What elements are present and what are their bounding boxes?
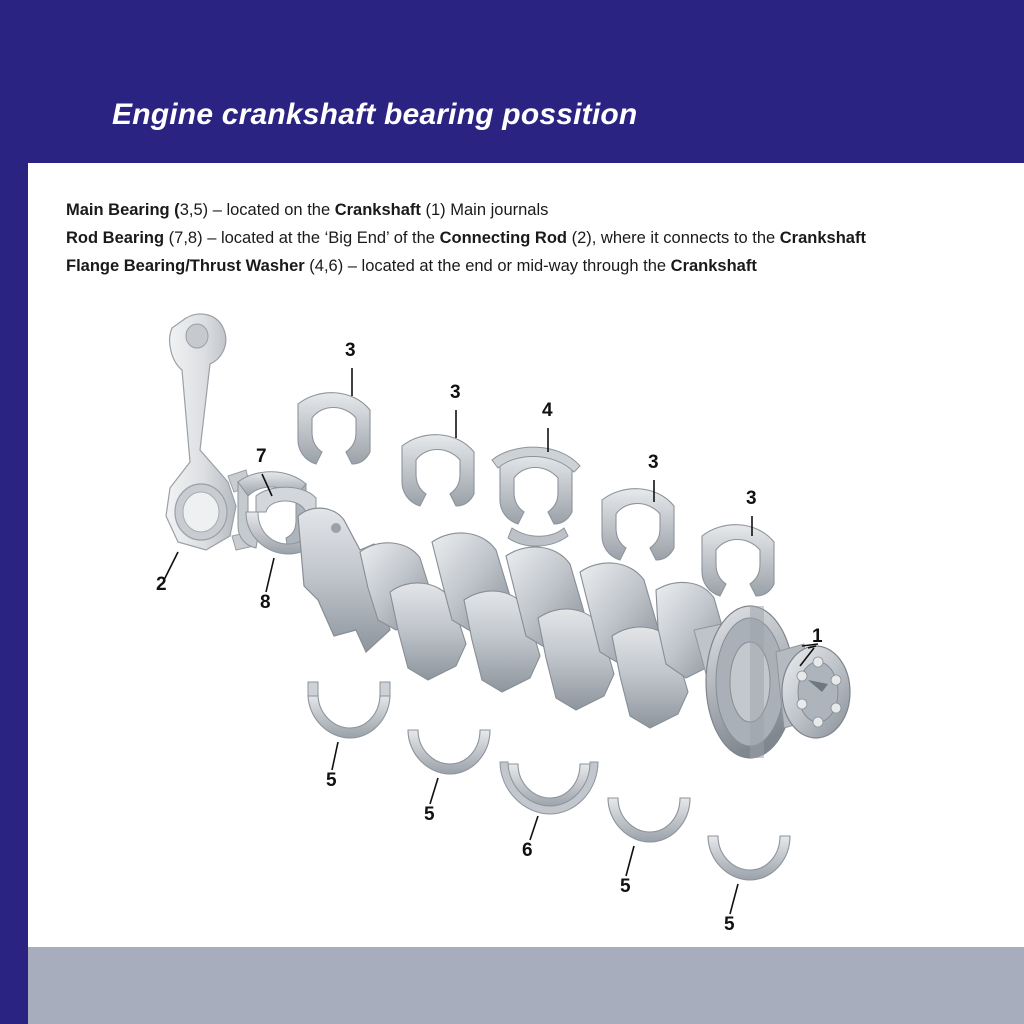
desc-3-part-1: Flange Bearing/Thrust Washer [66,257,305,275]
footer-left-rail [0,947,28,1024]
callout-6: 6 [522,840,533,861]
desc-1-part-4: (1) Main journals [420,201,549,219]
callout-4: 4 [542,400,553,421]
callout-3d: 3 [746,488,757,509]
crankshaft-diagram [60,300,980,940]
desc-3-part-2: (4,6) – located at the end or mid-way through the [304,257,671,275]
description-line-1 [66,196,996,224]
footer-band [0,947,1024,1024]
desc-2-part-3: Connecting Rod [439,229,567,247]
desc-2-part-5: Crankshaft [779,229,866,247]
callout-2: 2 [156,574,167,595]
callout-5c: 5 [620,876,631,897]
callout-3a: 3 [345,340,356,361]
callout-5a: 5 [326,770,337,791]
desc-1-part-3: Crankshaft [334,201,421,219]
desc-2-part-2: (7,8) – located at the ‘Big End’ of the [164,229,440,247]
page-title: Engine crankshaft bearing possition [112,98,638,131]
desc-2-part-1: Rod Bearing [66,229,165,247]
callout-7: 7 [256,446,267,467]
callout-8: 8 [260,592,271,613]
callout-5d: 5 [724,914,735,935]
desc-1-part-1: Main Bearing ( [66,201,180,219]
callout-3b: 3 [450,382,461,403]
desc-2-part-4: (2), where it connects to the [566,229,780,247]
description-line-2 [66,224,996,252]
left-brand-rail [0,0,28,1024]
description-block [66,196,996,280]
header-band [28,0,1024,163]
rod-bearing-shell-upper [238,472,306,550]
callout-5b: 5 [424,804,435,825]
callout-3c: 3 [648,452,659,473]
callout-1: 1 [812,626,823,647]
desc-3-part-3: Crankshaft [670,257,757,275]
description-line-3 [66,252,996,280]
desc-1-part-2: 3,5) – located on the [179,201,335,219]
